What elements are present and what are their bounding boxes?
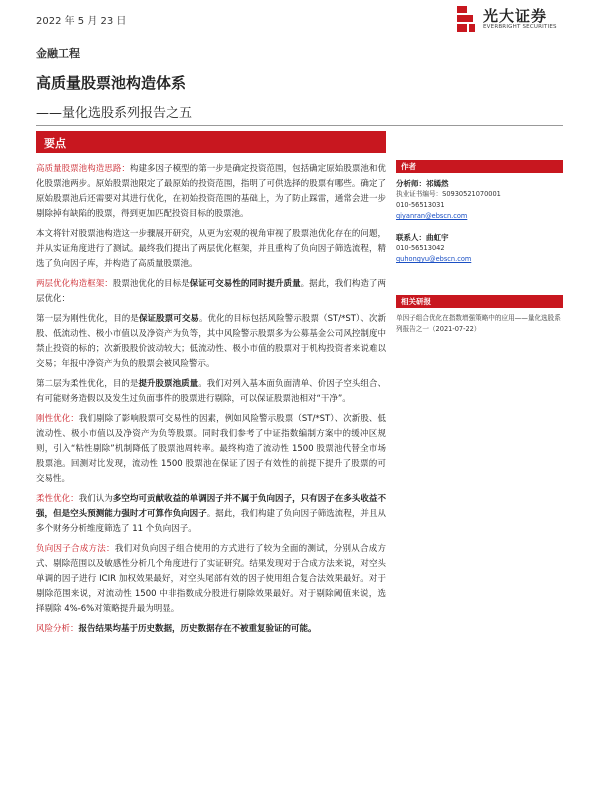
paragraph-framework [36, 277, 386, 307]
report-title: 高质量股票池构造体系 [36, 74, 187, 92]
paragraph-emphasis: 提升股票池质量 [138, 379, 199, 389]
paragraph-text: 我们剔除了影响股票可交易性的因素，例如风险警示股票（ST/*ST）、次新股、低流动性、极小市值以及净资产为负等股票。同时我们参考了中证指数编制方案中的缓冲区规则，引入“粘性剔除”机制降低了股票池周转率。最终构造了流动性 1500 股票池代替全市场股票池。回测对比发现，流动性 1500 股票池在保证了因子有效性的前提下提升了股票的可交易性。 [36, 414, 386, 484]
contact-phone: 010-56513042 [396, 244, 445, 252]
paragraph-text: 股票池优化的目标是 [112, 279, 190, 289]
paragraph-text: 。据此，我们构建了负向因子筛选流程，并且从多个财务分析维度筛选了 11 个负向因子。 [36, 509, 386, 534]
paragraph-approach [36, 162, 386, 222]
paragraph-layer-two [36, 377, 386, 407]
paragraph-emphasis: 保证可交易性的同时提升质量 [189, 279, 301, 289]
analyst-certificate: 执业证书编号：S0930521070001 [396, 190, 501, 198]
related-report-link[interactable]: 单因子组合优化在指数增强策略中的应用——量化选股系列报告之一（2021-07-22） [396, 314, 561, 333]
paragraph-risk [36, 622, 386, 637]
related-reports-header: 相关研报 [396, 295, 563, 308]
paragraph-heading: 刚性优化： [36, 414, 79, 424]
paragraph-heading: 风险分析： [36, 624, 79, 634]
analyst-email-link[interactable]: qiyanran@ebscn.com [396, 212, 468, 220]
keypoints-body [36, 162, 386, 642]
paragraph-heading: 柔性优化： [36, 494, 79, 504]
title-divider [36, 125, 563, 126]
paragraph-layer-one [36, 312, 386, 372]
paragraph-text: 第一层为刚性优化，目的是 [36, 314, 139, 324]
report-date: 2022 年 5 月 23 日 [36, 16, 127, 27]
paragraph-text: 我们对负向因子组合使用的方式进行了较为全面的测试，分别从合成方式、剔除范围以及敏感性分析几个角度进行了实证研究。结果发现对于合成方法来说，对空头单调的因子进行 ICIR 加权效果最好，对空头尾部有效的因子使用组合复合法效果最好。对于剔除范围来说，对流动性 1500 中非指数成分股进行剔除效果最好。对于剔除阈值来说，选择剔除 4%-6%对策略提升最为明显。 [36, 544, 386, 614]
brand-logo-icon [455, 6, 477, 32]
paragraph-text: 本文将针对股票池构造这一步骤展开研究，从更为宏观的视角审视了股票池优化存在的问题，并从实证角度进行了测试。最终我们提出了两层优化框架，并且重构了负向因子筛选流程，精选了负向因子库，并构造了高质量股票池。 [36, 229, 386, 269]
logo-english-name: EVERBRIGHT SECURITIES [483, 24, 557, 30]
paragraph-heading: 负向因子合成方法： [36, 544, 115, 554]
paragraph-text: 第二层为柔性优化，目的是 [36, 379, 139, 389]
paragraph-text: 构建多因子模型的第一步是确定投资范围，包括确定原始股票池和优化股票池两步。原始股票池限定了最原始的投资范围，指明了可供选择的股票有哪些。确定了原始股票池后还需要对其进行优化，在初始投资范围的基础上，为了防止踩雷，通常会进一步剔除掉有缺陷的股票，得到更加匹配投资目标的股票池。 [36, 164, 386, 219]
paragraph-emphasis: 多空均可贡献收益的单调因子并不属于负向因子，只有因子在多头收益不强，但是空头预测能力强时才可算作负向因子 [36, 494, 386, 519]
analyst-phone: 010-56513031 [396, 201, 445, 209]
keypoints-label: 要点 [44, 137, 66, 150]
contact-name: 联系人：曲虹宇 [396, 233, 449, 242]
paragraph-emphasis: 保证股票可交易 [138, 314, 199, 324]
sidebar [396, 160, 563, 335]
paragraph-text: 。优化的目标包括风险警示股票（ST/*ST）、次新股、低流动性、极小市值以及净资产为负等，其中风险警示股票多为公募基金公司风控制度中禁止投资的标的；次新股股价波动较大；低流动性、极小市值的股票对于机构投资者来说难以交易；年报中净资产为负的股票会被风险警示。 [36, 314, 386, 369]
author-section-header: 作者 [396, 160, 563, 173]
logo-chinese-name: 光大证券 [483, 7, 548, 25]
paragraph-text: 我们认为 [78, 494, 113, 504]
company-logo [455, 4, 575, 34]
paragraph-scope [36, 227, 386, 272]
paragraph-emphasis: 报告结果均基于历史数据，历史数据存在不被重复验证的可能。 [78, 624, 317, 634]
paragraph-synthesis [36, 542, 386, 617]
paragraph-heading: 两层优化构造框架： [36, 279, 113, 289]
contact-email-link[interactable]: quhongyu@ebscn.com [396, 255, 472, 263]
paragraph-text: 。我们对列入基本面负面清单、价因子空头组合、有可能财务造假以及发生过负面事件的股票进行剔除，可以保证股票池相对“干净”。 [36, 379, 386, 404]
report-subtitle: ——量化选股系列报告之五 [36, 106, 193, 121]
paragraph-flexible [36, 492, 386, 537]
keypoints-header [36, 131, 386, 153]
analyst-name: 分析师：祁嫣然 [396, 179, 449, 188]
report-category: 金融工程 [36, 47, 80, 60]
paragraph-rigid [36, 412, 386, 487]
paragraph-heading: 高质量股票池构造思路： [36, 164, 130, 174]
paragraph-text: 。据此，我们构造了两层优化： [36, 279, 386, 304]
